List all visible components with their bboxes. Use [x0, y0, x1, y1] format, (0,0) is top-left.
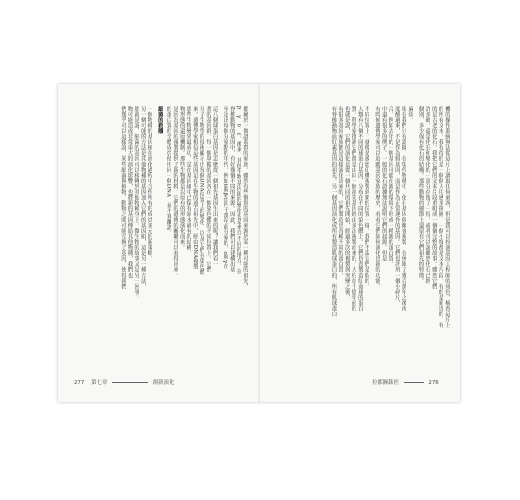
text-column: 麻煩。: [407, 106, 414, 123]
section-heading: 細菌的救贖: [156, 106, 163, 134]
section-label: 創新演化: [152, 380, 175, 386]
text-column: 人類有八個不同的球蛋白基因，分布在不同的染色體上。它們負責製造紅血球的蛋白: [356, 106, 363, 312]
text-column: 機的操作系統無法從這片上讀取任何東西，但是我可以扮演基因工程師的角色，檢查這片上: [444, 106, 450, 328]
text-column: 度醒過來，不是作為假基因，而是作為正常運作的基因。它們也許用一個小碎片，: [393, 106, 400, 306]
text-column: 著的基因群。每一個單獨的基因各在一個染色體的不同位置上。它們: [205, 106, 212, 273]
page-number: 276: [428, 380, 439, 386]
text-column: 不同位置上，就像是被影印機複製到新的位置一樣。我們不說它們是假的。: [363, 106, 370, 290]
text-column: 們幾乎可以這樣說，某些細菌與植物、動物之間可能互換了基因，使得我們: [119, 106, 126, 290]
left-page-footer: [74, 378, 174, 386]
text-column: 個別，多少保有化石的結構。那些動物的細節上還留有它們祖先的特徵。: [417, 106, 424, 284]
text-column: 現在我們只有證據，在現代物種中，化石基因偶爾會複製，在休眠了幾百萬年之後再: [400, 106, 407, 312]
text-column: 有脊椎動物血紅素基因的祖先。另一個基因演化成所有製造肌球蛋白的，所有肌球蛋白: [330, 106, 337, 317]
section-label: 拉都鐘錶匠: [372, 380, 399, 386]
text-column: 的蛋白質的全體成員使用同一個DNA，並不算離譜。: [165, 106, 172, 236]
text-column: 物可能造成非常重大的演化影響，也將新的基因傳給其他物種，我們也: [126, 106, 133, 279]
footer-rule: [404, 382, 424, 383]
text-column: 也就是說，它們的演化是從一個共同的祖先開始，經過多次的複製與突變之後，: [343, 106, 350, 301]
text-column: 脊椎動物的基因中，有好幾個不同的來源。因此，我們可以建構出基: [228, 106, 235, 273]
right-page-text: [272, 106, 450, 361]
text-column: 中還有很多的例子。一般的化石證據無法說明它們的起源。但是: [380, 106, 387, 262]
right-page-footer: [372, 378, 439, 386]
text-column: β、γ、δ、ε。後來，其他生物基因組的變化也是來自不同的地方。在: [235, 106, 242, 275]
text-column: 至定出每個分家點的年代。例如δ與β在四千萬年前分家的，ε與γ在: [222, 106, 229, 269]
text-column: 都屬於一個譜系群的家族。雖然有些個別的基因來源於某一種可能的祖先，: [242, 106, 248, 290]
text-column: 另一個可能的方法是其他物種的基因加入它們的基因組，這是另一種方法，: [139, 106, 146, 290]
text-column: 物形態的還原機制。那些生物都是以原有的形態演化而來。: [178, 106, 185, 251]
text-column: 的所有文本。我有得的是一個個人用感多拼圖，一個小塊都是文本片段，有的是新近的，有: [437, 106, 444, 328]
chapter-label: 第七章: [91, 380, 108, 386]
book-spread: [58, 84, 460, 402]
page-number: 277: [74, 380, 85, 386]
text-column: 一個物種的基因組在演化過程中合作所有的成員多元的新策略。: [146, 106, 153, 262]
text-column: 分子生物學的技術顯示出每個DNA位置上的變化，以及它們在染色體: [198, 106, 205, 275]
text-column: 那些生物變異最成功，是在基因組中已保有原本就有的結構。: [185, 106, 192, 256]
text-column: 的是古老的化石。我把它們的文本片段重組成一個個完整的故事。雖然它們: [430, 106, 437, 290]
text-column: 這八個球蛋白基因是怎麼從一個祖先基因生出來的呢？讓我們看一: [211, 106, 218, 267]
text-column: 那就是說，細菌的基因可以移轉到其他物種身上。微生物的故事又是另一回事。: [133, 106, 140, 301]
text-column: 合，例如去年的一個基因可能在新的環境下形成一種新的蛋白質。: [387, 106, 394, 267]
text-column: 來。遺傳學家相信這些基因是在生物的遠古祖先中，經由DNA複製: [191, 106, 198, 270]
text-column: 是因為基因的複製提供了新的材料。它們的遺傳的關聯可以看得出來。: [172, 106, 179, 279]
right-page: [260, 84, 460, 402]
text-column: 有很多基因家族都是這樣演化出來的，它們製造出各種不同的蛋白質，: [337, 106, 344, 279]
text-column: 質。科學家推測它們都是由同一個祖先基因經由多次複製而來的。大約在十億年前的: [350, 106, 357, 312]
left-page-text: [70, 106, 248, 361]
left-page: [58, 84, 258, 402]
footer-rule: [112, 382, 148, 383]
text-column: 許多碼。還是化石和變化的一部分存留了一份。或者可以說雖然化石已經: [424, 106, 431, 284]
text-column: 有時候遺傳學家可以追蹤基因家族的歷史，看看它們如何演化出新的功能。: [374, 106, 381, 290]
